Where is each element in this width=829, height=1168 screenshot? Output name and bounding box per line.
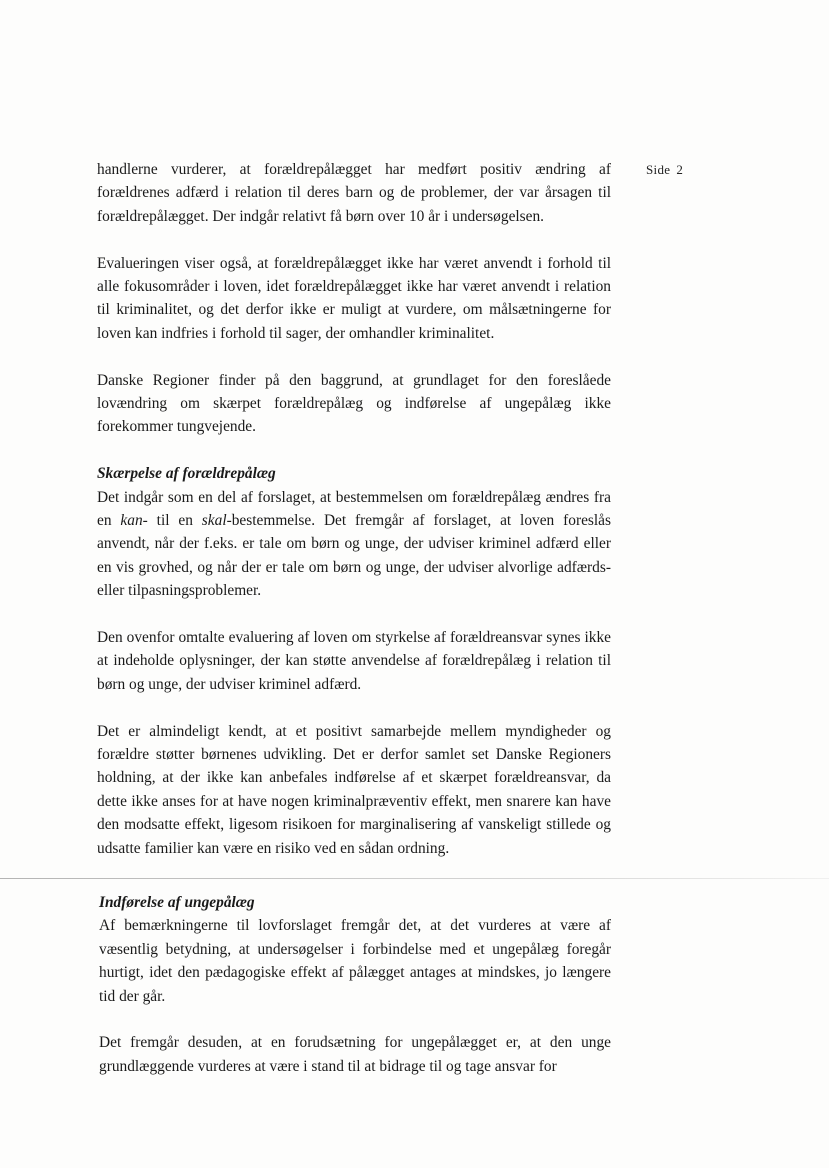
intro-text-c: -bestemmelse. Det fremgår af forslaget, at loven foreslås anvendt, når der f.eks. er tale om børn og unge, der udviser kriminel adfærd eller en vis grovhed, og når der er tale om børn og unge, der udviser alvorlige adfærds- eller tilpasningsproblemer. xyxy=(97,512,611,600)
intro-emphasis-skal: skal xyxy=(201,512,227,530)
section-2-paragraph-2: Det fremgår desuden, at en forudsætning for ungepålægget er, at den unge grundlæggende vurderes at være i stand til at bidrage til og tage ansvar for xyxy=(99,1034,611,1075)
section-2-paragraph-1: Af bemærkningerne til lovforslaget fremgår det, at det vurderes at være af væsentlig betydning, at undersøgelser i forbindelse med et ungepålæg foregår hurtigt, idet den pædagogiske effekt af pålægget antages at mindskes, jo længere tid der går. xyxy=(99,917,611,1005)
section-1-intro xyxy=(97,486,611,603)
scan-divider-line xyxy=(0,878,829,879)
section-1-paragraph-2: Den ovenfor omtalte evaluering af loven om styrkelse af forældreansvar synes ikke at indeholde oplysninger, der kan støtte anvendelse af forældrepålæg i relation til børn og unge, der udviser kriminel adfærd. xyxy=(97,629,611,693)
page-number: 2 xyxy=(676,162,684,177)
body-text-lower xyxy=(99,891,611,1078)
section-heading-skaerpelse: Skærpelse af forældrepålæg xyxy=(97,465,276,483)
side-word: Side xyxy=(646,162,671,177)
body-text-upper xyxy=(97,158,611,860)
page-number-label xyxy=(646,162,683,178)
paragraph-3: Danske Regioner finder på den baggrund, at grundlaget for den foreslåede lovændring om skærpet forældrepålæg og indførelse af ungepålæg ikke forekommer tungvejende. xyxy=(97,371,611,436)
paragraph-2: Evalueringen viser også, at forældrepålægget ikke har været anvendt i forhold til alle fokusområder i loven, idet forældrepålægget ikke har været anvendt i relation til kriminalitet, og det derfor ikke er muligt at vurdere, om målsætningerne for loven kan indfries i forhold til sager, der omhandler kriminalitet. xyxy=(97,254,611,342)
paragraph-1: handlerne vurderer, at forældrepålægget har medført positiv ændring af forældrenes adfærd i relation til deres barn og de problemer, der var årsagen til forældrepålægget. Der indgår relativt få børn over 10 år i undersøgelsen. xyxy=(97,161,611,225)
intro-text-b: - til en xyxy=(142,512,202,530)
intro-text-a: Det indgår som en del af forslaget, at bestemmelsen om forældrepålæg ændres fra en xyxy=(97,488,611,530)
section-heading-ungepaalaeg: Indførelse af ungepålæg xyxy=(99,894,255,911)
intro-emphasis-kan: kan xyxy=(120,512,143,530)
section-1-paragraph-3: Det er almindeligt kendt, at et positivt samarbejde mellem myndigheder og forældre støtter børnenes udvikling. Det er derfor samlet set Danske Regioners holdning, at der ikke kan anbefales indførelse af et skærpet forældreansvar, da dette ikke anses for at have nogen kriminalpræventiv effekt, men snarere kan have den modsatte effekt, ligesom risikoen for marginalisering af vanskeligt stillede og udsatte familier kan være en risiko ved en sådan ordning. xyxy=(97,722,611,857)
